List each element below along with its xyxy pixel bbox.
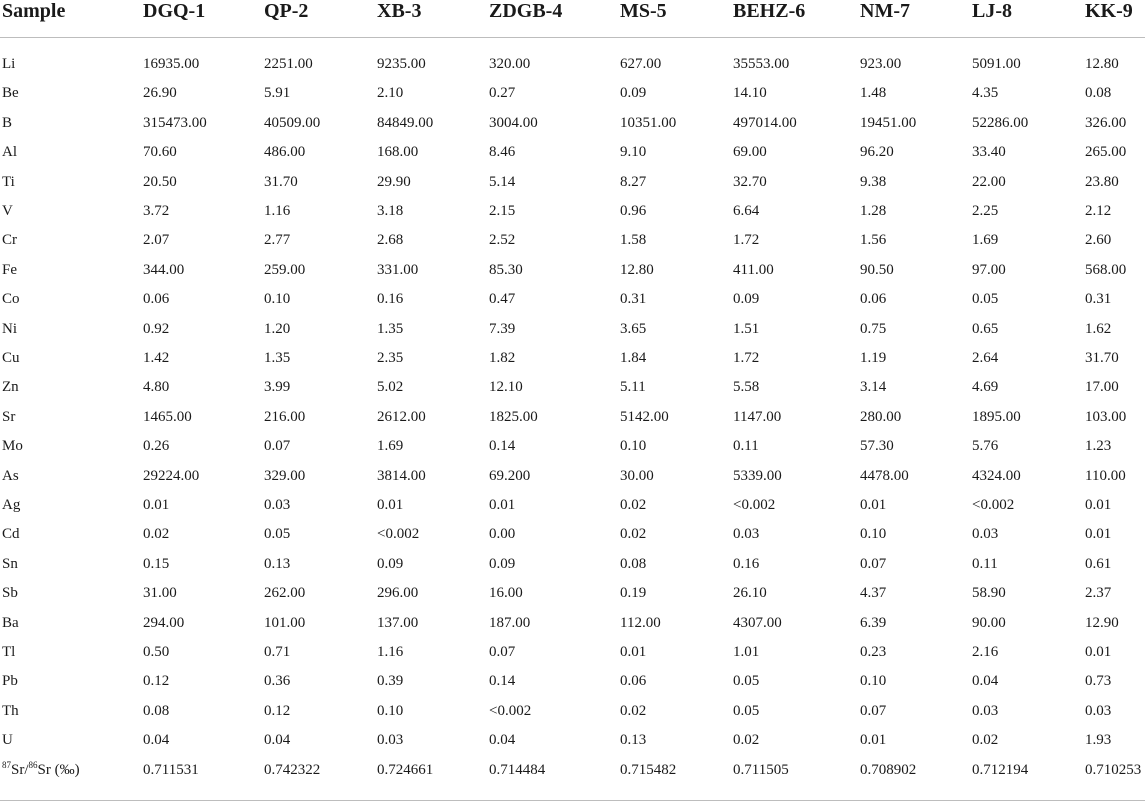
table-cell: 1.93	[1085, 732, 1112, 749]
table-cell: 187.00	[489, 614, 531, 631]
table-cell: 0.02	[620, 526, 647, 543]
table-cell: 58.90	[972, 585, 1006, 602]
table-cell: 0.14	[489, 438, 516, 455]
table-cell: 1.72	[733, 350, 760, 366]
table-cell: 12.10	[489, 379, 523, 396]
table-cell: 2.35	[377, 350, 404, 366]
table-cell: 0.02	[620, 497, 647, 513]
table-cell: 0.01	[620, 644, 647, 660]
row-label: Fe	[2, 261, 17, 278]
table-cell: 0.708902	[860, 761, 917, 778]
table-cell: 35553.00	[733, 56, 790, 72]
header-qp-2: QP-2	[264, 0, 309, 22]
table-cell: 2.07	[143, 232, 170, 249]
table-cell: 259.00	[264, 261, 306, 278]
table-cell: 19451.00	[860, 114, 917, 131]
table-cell: 69.00	[733, 144, 767, 161]
table-cell: 1.23	[1085, 438, 1112, 455]
table-cell: 0.11	[733, 438, 759, 455]
table-cell: 0.711505	[733, 761, 789, 778]
table-cell: 0.715482	[620, 761, 677, 778]
row-label: Cu	[2, 350, 20, 366]
table-cell: 2251.00	[264, 56, 313, 72]
table-cell: 1.56	[860, 232, 887, 249]
table-cell: 57.30	[860, 438, 894, 455]
table-cell: 0.02	[972, 732, 999, 749]
table-cell: 1.51	[733, 320, 760, 337]
row-label: Ag	[2, 497, 21, 513]
row-label: Be	[2, 85, 19, 102]
table-cell: 2.77	[264, 232, 291, 249]
table-cell: <0.002	[972, 497, 1015, 513]
table-cell: 0.05	[264, 526, 291, 543]
table-cell: 29224.00	[143, 467, 200, 484]
table-cell: 9.38	[860, 173, 887, 190]
table-cell: 0.23	[860, 644, 887, 660]
table-cell: 0.01	[860, 497, 887, 513]
table-cell: 1.16	[264, 203, 291, 219]
table-cell: 0.10	[860, 673, 887, 690]
table-cell: 2.68	[377, 232, 404, 249]
table-cell: 262.00	[264, 585, 306, 602]
table-cell: 137.00	[377, 614, 419, 631]
table-cell: 5.02	[377, 379, 404, 396]
table-cell: 7.39	[489, 320, 516, 337]
table-cell: 16935.00	[143, 56, 200, 72]
table-cell: 33.40	[972, 144, 1006, 161]
table-cell: 40509.00	[264, 114, 321, 131]
header-behz-6: BEHZ-6	[733, 0, 806, 22]
table-cell: 0.03	[733, 526, 760, 543]
table-cell: <0.002	[733, 497, 776, 513]
table-cell: 1465.00	[143, 408, 192, 425]
table-cell: 2.25	[972, 203, 999, 219]
table-cell: 5.11	[620, 379, 646, 396]
table-cell: 6.39	[860, 614, 887, 631]
table-cell: 103.00	[1085, 408, 1127, 425]
table-cell: 6.64	[733, 203, 760, 219]
table-cell: 0.02	[733, 732, 760, 749]
table-cell: 0.13	[264, 555, 291, 572]
table-cell: 0.711531	[143, 761, 199, 778]
table-cell: 2.52	[489, 232, 516, 249]
table-cell: 3.65	[620, 320, 647, 337]
table-cell: 3814.00	[377, 467, 426, 484]
table-cell: 0.01	[1085, 497, 1112, 513]
table-cell: 2.64	[972, 350, 999, 366]
table-cell: 0.08	[620, 555, 647, 572]
table-cell: 1.19	[860, 350, 887, 366]
row-label: As	[2, 467, 19, 484]
row-label: Zn	[2, 379, 19, 396]
table-cell: 0.712194	[972, 761, 1029, 778]
row-label: Tl	[2, 644, 16, 660]
table-cell: 0.12	[143, 673, 170, 690]
header-sample: Sample	[2, 0, 66, 22]
table-cell: 2612.00	[377, 408, 426, 425]
table-cell: 0.724661	[377, 761, 434, 778]
row-label: Ni	[2, 320, 17, 337]
table-cell: 0.01	[377, 497, 404, 513]
table-cell: 20.50	[143, 173, 177, 190]
table-cell: 16.00	[489, 585, 523, 602]
table-cell: 0.03	[972, 526, 999, 543]
table-cell: 0.15	[143, 555, 170, 572]
table-cell: 2.60	[1085, 232, 1112, 249]
table-cell: 0.710253	[1085, 761, 1142, 778]
table-cell: <0.002	[489, 702, 532, 719]
table-cell: 0.11	[972, 555, 998, 572]
table-cell: 0.19	[620, 585, 647, 602]
table-cell: 0.06	[860, 291, 887, 308]
table-cell: 30.00	[620, 467, 654, 484]
table-cell: 0.05	[972, 291, 999, 308]
table-cell: 0.03	[972, 702, 999, 719]
table-cell: 0.01	[860, 732, 887, 749]
table-cell: 0.742322	[264, 761, 321, 778]
table-cell: 23.80	[1085, 173, 1119, 190]
table-cell: 31.00	[143, 585, 177, 602]
table-cell: 5142.00	[620, 408, 669, 425]
table-cell: 29.90	[377, 173, 411, 190]
table-cell: 14.10	[733, 85, 767, 102]
table-cell: 4307.00	[733, 614, 782, 631]
table-cell: 0.03	[1085, 702, 1112, 719]
table-cell: 5.14	[489, 173, 516, 190]
row-label: Cd	[2, 526, 20, 543]
header-ms-5: MS-5	[620, 0, 667, 22]
table-cell: 320.00	[489, 56, 531, 72]
table-cell: 4.80	[143, 379, 170, 396]
row-label: Cr	[2, 232, 17, 249]
header-rule	[0, 37, 1145, 38]
table-cell: 1.28	[860, 203, 887, 219]
table-cell: 85.30	[489, 261, 523, 278]
row-label: Ba	[2, 614, 19, 631]
table-cell: 2.10	[377, 85, 404, 102]
table-cell: 0.10	[860, 526, 887, 543]
table-cell: 1825.00	[489, 408, 538, 425]
table-cell: 0.714484	[489, 761, 546, 778]
table-cell: 0.07	[264, 438, 291, 455]
table-cell: 0.10	[620, 438, 647, 455]
table-cell: 0.39	[377, 673, 404, 690]
header-dgq-1: DGQ-1	[143, 0, 206, 22]
row-label: Li	[2, 56, 16, 72]
row-label: Mo	[2, 438, 23, 455]
table-cell: 5.91	[264, 85, 291, 102]
table-cell: 2.37	[1085, 585, 1112, 602]
row-label: Th	[2, 702, 19, 719]
table-cell: 8.46	[489, 144, 516, 161]
table-cell: 568.00	[1085, 261, 1127, 278]
table-cell: 26.10	[733, 585, 767, 602]
table-cell: 3.72	[143, 203, 170, 219]
table-cell: 1.72	[733, 232, 760, 249]
table-cell: 110.00	[1085, 467, 1126, 484]
table-cell: 0.05	[733, 702, 760, 719]
table-cell: 17.00	[1085, 379, 1119, 396]
table-cell: 1.20	[264, 320, 291, 337]
ratio-label-tail: Sr (‰)	[37, 761, 80, 778]
row-label: U	[2, 732, 13, 749]
table-cell: 0.50	[143, 644, 170, 660]
table-cell: 1.82	[489, 350, 516, 366]
table-cell: 1.35	[264, 350, 291, 366]
table-cell: 0.08	[143, 702, 170, 719]
table-cell: 0.07	[860, 555, 887, 572]
header-kk-9: KK-9	[1085, 0, 1133, 22]
table-cell: 0.03	[264, 497, 291, 513]
table-cell: 4324.00	[972, 467, 1021, 484]
row-label: B	[2, 114, 13, 131]
table-cell: 0.01	[489, 497, 516, 513]
table-cell: 1147.00	[733, 408, 782, 425]
table-cell: 0.04	[143, 732, 170, 749]
table-cell: 31.70	[1085, 350, 1119, 366]
table-cell: 1.58	[620, 232, 647, 249]
row-label: Sr	[2, 408, 16, 425]
table-cell: 32.70	[733, 173, 767, 190]
table-cell: 0.71	[264, 644, 291, 660]
table-cell: 0.92	[143, 320, 170, 337]
table-cell: 10351.00	[620, 114, 677, 131]
header-xb-3: XB-3	[377, 0, 422, 22]
table-cell: 3.14	[860, 379, 887, 396]
table-cell: 0.04	[972, 673, 999, 690]
table-cell: 1.16	[377, 644, 404, 660]
table-cell: 216.00	[264, 408, 306, 425]
table-cell: 101.00	[264, 614, 306, 631]
table-cell: 1895.00	[972, 408, 1021, 425]
table-cell: 2.16	[972, 644, 999, 660]
row-label: Co	[2, 291, 20, 308]
table-cell: 90.50	[860, 261, 894, 278]
row-label: Sn	[2, 555, 18, 572]
table-cell: 0.27	[489, 85, 516, 102]
table-cell: 3004.00	[489, 114, 538, 131]
table-cell: 5.76	[972, 438, 999, 455]
table-cell: 1.42	[143, 350, 170, 366]
header-zdgb-4: ZDGB-4	[489, 0, 563, 22]
table-cell: 2.15	[489, 203, 516, 219]
table-cell: 4.37	[860, 585, 887, 602]
row-label: Al	[2, 144, 17, 161]
table-cell: 0.65	[972, 320, 999, 337]
table-cell: 26.90	[143, 85, 177, 102]
table-cell: 1.84	[620, 350, 647, 366]
table-cell: 294.00	[143, 614, 185, 631]
table-cell: 1.69	[377, 438, 404, 455]
table-cell: 0.75	[860, 320, 887, 337]
table-cell: 0.09	[620, 85, 647, 102]
table-cell: 5339.00	[733, 467, 782, 484]
table-cell: <0.002	[377, 526, 420, 543]
table-cell: 31.70	[264, 173, 298, 190]
table-cell: 0.00	[489, 526, 516, 543]
table-cell: 0.36	[264, 673, 291, 690]
table-cell: 0.10	[264, 291, 291, 308]
table-cell: 9235.00	[377, 56, 426, 72]
table-cell: 97.00	[972, 261, 1006, 278]
table-cell: 0.09	[377, 555, 404, 572]
table-cell: 0.26	[143, 438, 170, 455]
table-cell: 0.06	[143, 291, 170, 308]
table-cell: 411.00	[733, 261, 774, 278]
table-cell: 96.20	[860, 144, 894, 161]
table-cell: 0.10	[377, 702, 404, 719]
ratio-label-sup1: 87	[2, 759, 11, 770]
row-label: Pb	[2, 673, 18, 690]
table-cell: 0.04	[489, 732, 516, 749]
ratio-label-mid: Sr/	[11, 761, 29, 778]
table-cell: 0.16	[733, 555, 760, 572]
table-cell: 0.12	[264, 702, 291, 719]
row-label-sr-ratio	[2, 759, 80, 779]
table-cell: 280.00	[860, 408, 902, 425]
table-cell: 5091.00	[972, 56, 1021, 72]
table-cell: 265.00	[1085, 144, 1127, 161]
table-cell: 0.14	[489, 673, 516, 690]
table-cell: 112.00	[620, 614, 661, 631]
table-cell: 0.04	[264, 732, 291, 749]
ratio-label-sup2: 86	[28, 759, 38, 770]
table-cell: 486.00	[264, 144, 306, 161]
table-cell: 344.00	[143, 261, 185, 278]
table-cell: 923.00	[860, 56, 902, 72]
table-cell: 0.96	[620, 203, 647, 219]
table-cell: 52286.00	[972, 114, 1029, 131]
table-cell: 5.58	[733, 379, 760, 396]
table-cell: 1.69	[972, 232, 999, 249]
table-cell: 9.10	[620, 144, 647, 161]
table-cell: 0.16	[377, 291, 404, 308]
table-cell: 0.09	[733, 291, 760, 308]
table-cell: 0.05	[733, 673, 760, 690]
table-cell: 0.09	[489, 555, 516, 572]
row-label: V	[2, 203, 13, 219]
table-cell: 326.00	[1085, 114, 1127, 131]
table-cell: 4.69	[972, 379, 999, 396]
header-lj-8: LJ-8	[972, 0, 1012, 22]
table-cell: 0.02	[143, 526, 170, 543]
row-label: Sb	[2, 585, 18, 602]
table-cell: 90.00	[972, 614, 1006, 631]
table-cell: 4.35	[972, 85, 999, 102]
table-cell: 69.200	[489, 467, 531, 484]
table-cell: 4478.00	[860, 467, 909, 484]
table-cell: 1.62	[1085, 320, 1112, 337]
table-cell: 12.80	[1085, 56, 1119, 72]
table-cell: 0.07	[489, 644, 516, 660]
table-cell: 0.61	[1085, 555, 1112, 572]
row-label: Ti	[2, 173, 15, 190]
table-cell: 0.01	[1085, 644, 1112, 660]
table-cell: 296.00	[377, 585, 419, 602]
table-cell: 1.35	[377, 320, 404, 337]
table-cell: 3.99	[264, 379, 291, 396]
table-cell: 0.01	[143, 497, 170, 513]
table-cell: 0.31	[1085, 291, 1112, 308]
table-cell: 22.00	[972, 173, 1006, 190]
table-cell: 2.12	[1085, 203, 1112, 219]
table-cell: 0.02	[620, 702, 647, 719]
table-cell: 497014.00	[733, 114, 797, 131]
table-cell: 12.90	[1085, 614, 1119, 631]
table-cell: 0.73	[1085, 673, 1112, 690]
table-cell: 0.07	[860, 702, 887, 719]
table-cell: 331.00	[377, 261, 419, 278]
table-cell: 3.18	[377, 203, 404, 219]
table-cell: 1.01	[733, 644, 760, 660]
table-cell: 0.08	[1085, 85, 1112, 102]
table-cell: 0.06	[620, 673, 647, 690]
table-cell: 0.13	[620, 732, 647, 749]
table-cell: 12.80	[620, 261, 654, 278]
table-cell: 0.31	[620, 291, 647, 308]
table-cell: 0.03	[377, 732, 404, 749]
table-cell: 627.00	[620, 56, 662, 72]
table-cell: 84849.00	[377, 114, 434, 131]
header-nm-7: NM-7	[860, 0, 910, 22]
table-cell: 8.27	[620, 173, 647, 190]
table-cell: 0.47	[489, 291, 516, 308]
table-cell: 168.00	[377, 144, 419, 161]
table-cell: 329.00	[264, 467, 306, 484]
table-cell: 315473.00	[143, 114, 207, 131]
table-cell: 70.60	[143, 144, 177, 161]
table-cell: 1.48	[860, 85, 887, 102]
table-cell: 0.01	[1085, 526, 1112, 543]
